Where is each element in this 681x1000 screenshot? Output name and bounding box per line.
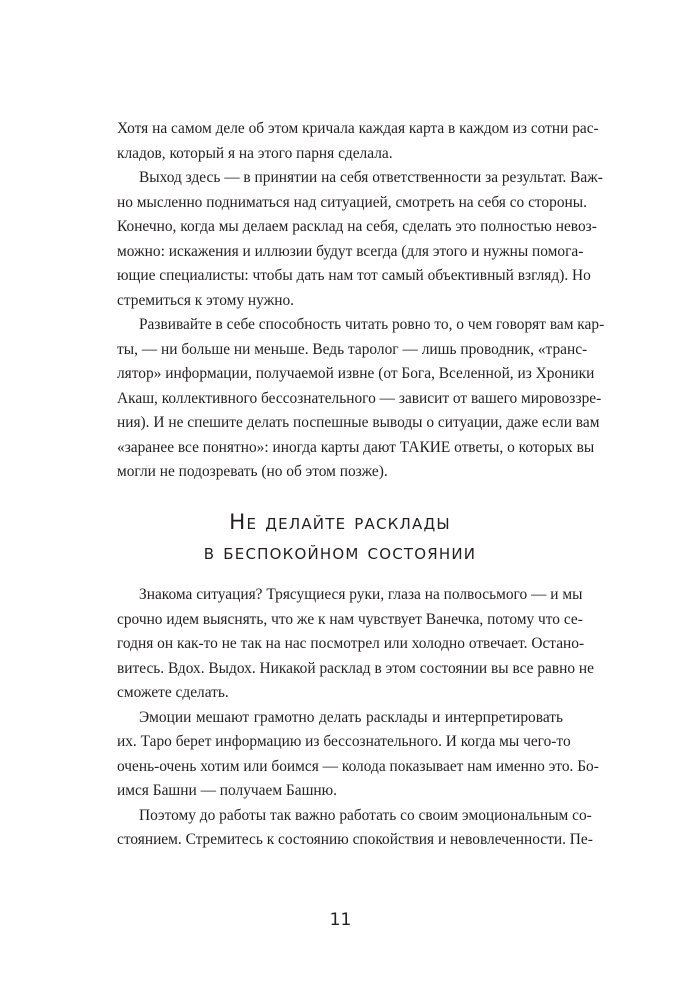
paragraph: [117, 313, 605, 485]
text-line: могли не подозревать (но об этом позже).: [117, 463, 388, 480]
section-heading: [117, 508, 563, 568]
text-line: Акаш, коллективного бессознательного — зависит от вашего мировоззре-: [117, 389, 602, 407]
text-line: лятор» информации, получаемой извне (от Бога, Вселенной, из Хроники: [117, 365, 595, 382]
text-line: годня он как-то не так на нас посмотрел или холодно отвечает. Остано-: [117, 635, 585, 652]
text-line: срочно идем выяснять, что же к нам чувствует Ванечка, потому что се-: [117, 610, 583, 628]
paragraph: [117, 583, 594, 706]
text-line: ты, — ни больше ни меньше. Ведь таролог — лишь проводник, «транс-: [117, 340, 588, 358]
text-line: Развивайте в себе способность читать ровно то, о чем говорят вам кар-: [139, 316, 605, 333]
text-line: можно: искажения и иллюзии будут всегда (для этого и нужны помога-: [117, 242, 584, 260]
text-line: стремиться к этому нужно.: [117, 291, 295, 309]
text-line: Хотя на самом деле об этом кричала каждая карта в каждом из сотни рас-: [117, 120, 599, 137]
text-block-bottom: [117, 583, 599, 853]
text-line: Знакома ситуация? Трясущиеся руки, глаза на полвосьмого — и мы: [139, 586, 583, 603]
text-line: витесь. Вдох. Выдох. Никакой расклад в этом состоянии вы все равно не: [117, 659, 594, 677]
text-line: ния). И не спешите делать поспешные выводы о ситуации, даже если вам: [117, 414, 600, 431]
text-line: «заранее все понятно»: иногда карты дают ТАКИЕ ответы, о которых вы: [117, 438, 595, 456]
section-heading-line-1: Не делайте расклады: [229, 510, 451, 535]
paragraph: [117, 117, 599, 166]
text-line: кладов, который я на этого парня сделала.: [117, 144, 393, 162]
page-number: 11: [329, 910, 352, 930]
text-line: сможете сделать.: [117, 684, 229, 701]
text-line: стоянием. Стремитесь к состоянию спокойствия и невовлеченности. Пе-: [117, 831, 593, 848]
text-line: Эмоции мешают грамотно делать расклады и интерпретировать: [139, 708, 563, 726]
text-line: Конечно, когда мы делаем расклад на себя, сделать это полностью невоз-: [117, 218, 597, 235]
text-line: Поэтому до работы так важно работать со своим эмоциональным со-: [139, 806, 592, 824]
paragraph: [117, 166, 603, 313]
text-line: Выход здесь — в принятии на себя ответственности за результат. Важ-: [139, 169, 603, 186]
text-line: но мысленно подниматься над ситуацией, смотреть на себя со стороны.: [117, 193, 587, 211]
paragraph: [117, 706, 599, 804]
text-line: их. Таро берет информацию из бессознательного. И когда мы чего-то: [117, 733, 571, 750]
text-line: ющие специалисты: чтобы дать нам тот самый объективный взгляд). Но: [117, 267, 591, 284]
text-block-top: [117, 117, 605, 485]
section-heading-line-2: в беспокойном состоянии: [203, 540, 477, 565]
text-line: очень-очень хотим или боимся — колода показывает нам именно это. Бо-: [117, 757, 599, 775]
paragraph: [117, 804, 593, 853]
text-line: имся Башни — получаем Башню.: [117, 782, 338, 799]
